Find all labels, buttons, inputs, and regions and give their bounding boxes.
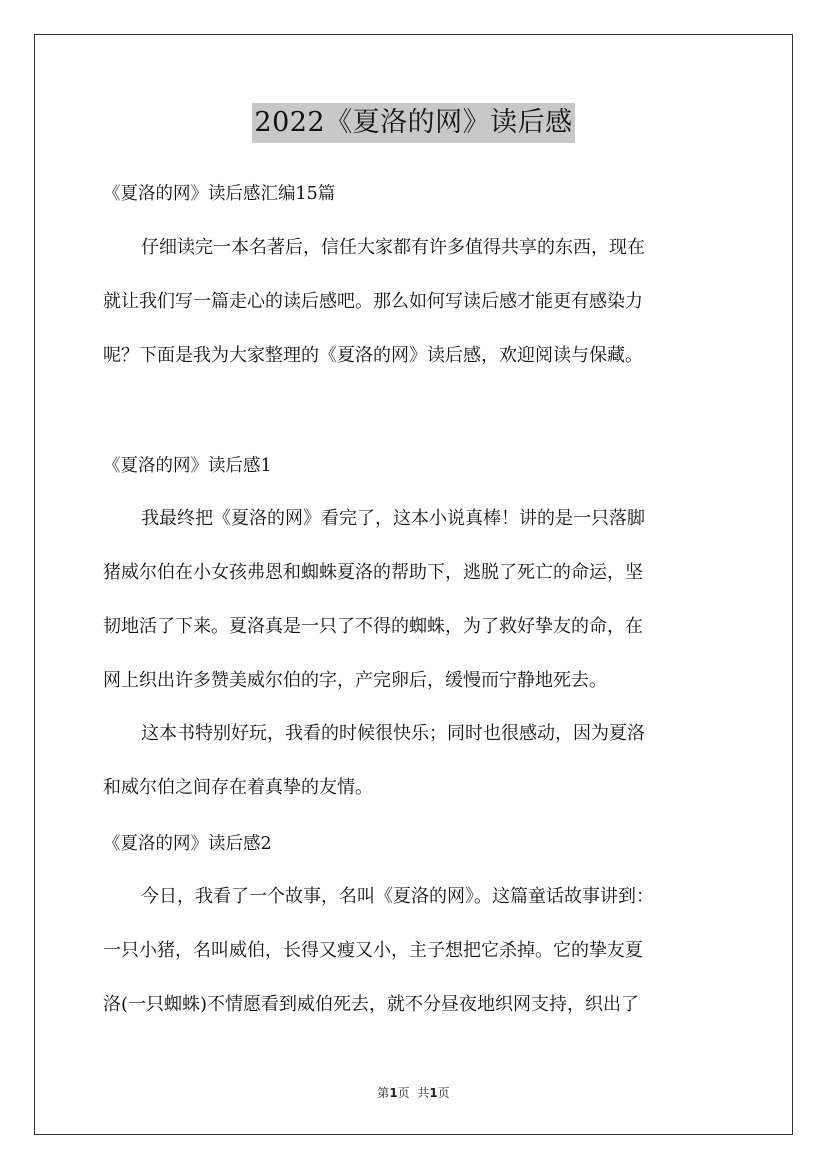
s1p1-line-4: 网上织出许多赞美威尔伯的字，产完卵后，缓慢而宁静地死去。 xyxy=(103,670,607,691)
section-2-paragraph-1 xyxy=(103,870,725,1032)
s2p1-line-1: 今日，我看了一个故事，名叫《夏洛的网》。这篇童话故事讲到： xyxy=(141,886,654,907)
s1p1-line-1: 我最终把《夏洛的网》看完了，这本小说真棒！讲的是一只落脚 xyxy=(141,508,645,529)
section-1-heading: 《夏洛的网》读后感1 xyxy=(103,456,272,476)
s1p2-line-2: 和威尔伯之间存在着真挚的友情。 xyxy=(103,777,373,798)
intro-line-2: 就让我们写一篇走心的读后感吧。那么如何写读后感才能更有感染力 xyxy=(103,291,643,312)
footer-total-suffix: 页 xyxy=(437,1086,450,1100)
intro-line-3: 呢？下面是我为大家整理的《夏洛的网》读后感，欢迎阅读与保藏。 xyxy=(103,345,643,366)
section-2-heading: 《夏洛的网》读后感2 xyxy=(103,834,272,854)
document-subtitle: 《夏洛的网》读后感汇编15篇 xyxy=(103,184,336,204)
s1p2-line-1: 这本书特别好玩，我看的时候很快乐；同时也很感动，因为夏洛 xyxy=(141,723,645,744)
s1p1-line-2: 猪威尔伯在小女孩弗恩和蜘蛛夏洛的帮助下，逃脱了死亡的命运，坚 xyxy=(103,562,643,583)
s2p1-line-2: 一只小猪，名叫威伯，长得又瘦又小，主子想把它杀掉。它的挚友夏 xyxy=(103,940,643,961)
s2p1-line-3: 洛(一只蜘蛛)不情愿看到威伯死去，就不分昼夜地织网支持，织出了 xyxy=(103,994,640,1015)
intro-paragraph xyxy=(103,221,725,383)
footer-page-suffix: 页 共 xyxy=(397,1086,430,1100)
footer-page-number: 1 xyxy=(389,1086,398,1100)
section-1-paragraph-1 xyxy=(103,492,725,708)
page-footer xyxy=(0,1084,827,1101)
title-container xyxy=(0,103,827,143)
section-1-paragraph-2 xyxy=(103,707,725,815)
s1p1-line-3: 韧地活了下来。夏洛真是一只了不得的蜘蛛，为了救好挚友的命，在 xyxy=(103,616,643,637)
document-title: 2022《夏洛的网》读后感 xyxy=(252,103,574,143)
footer-page-prefix: 第 xyxy=(377,1086,390,1100)
footer-total-pages: 1 xyxy=(429,1086,438,1100)
intro-line-1: 仔细读完一本名著后，信任大家都有许多值得共享的东西，现在 xyxy=(141,237,645,258)
